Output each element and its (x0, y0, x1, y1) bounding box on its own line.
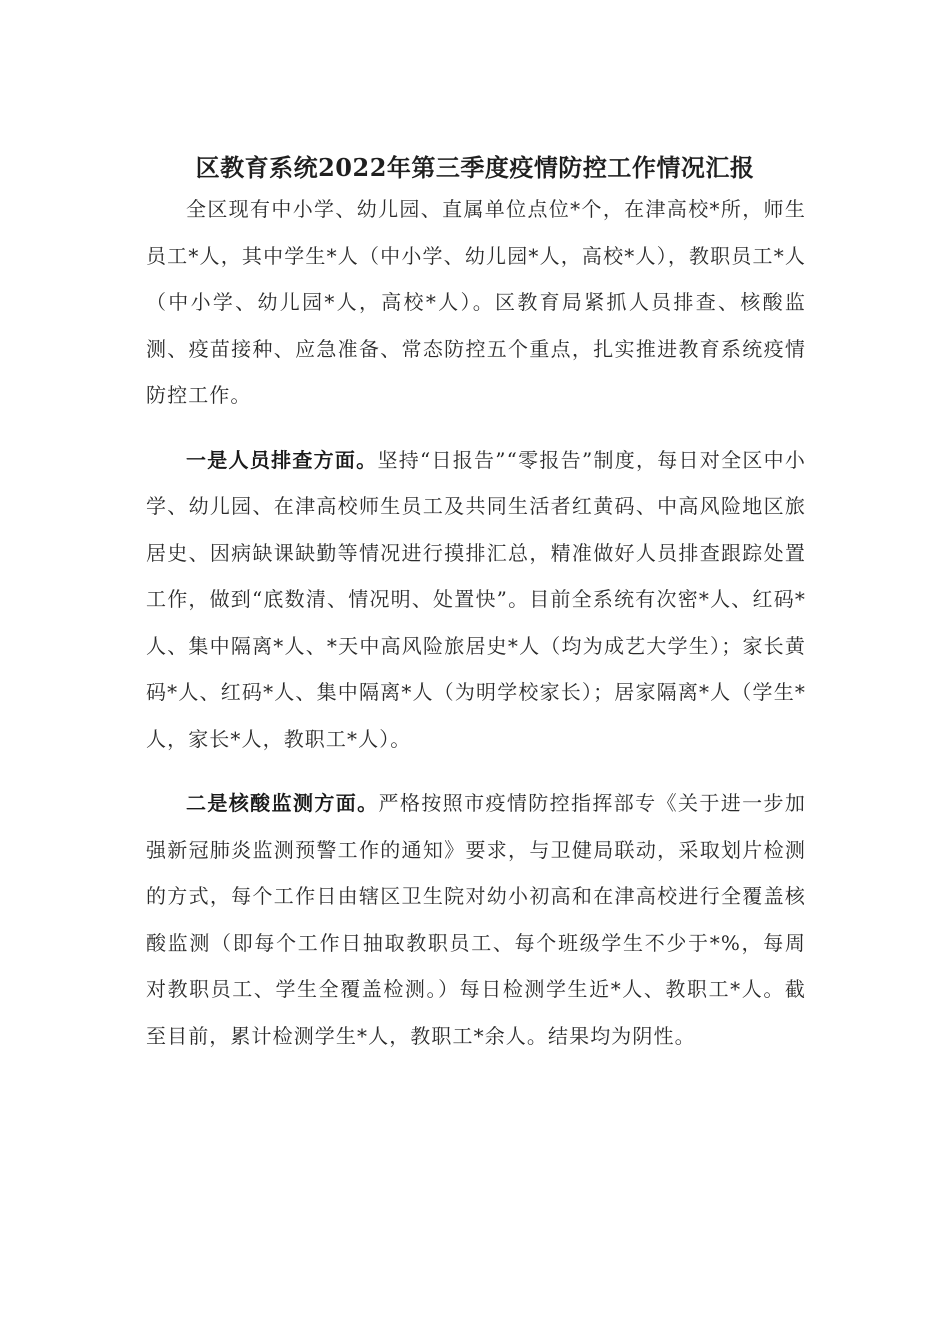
intro-paragraph: 全区现有中小学、幼儿园、直属单位点位*个，在津高校*所，师生员工*人，其中学生*人（中小学、幼儿园*人，高校*人），教职员工*人（中小学、幼儿园*人，高校*人）。区教育局紧抓人员排查、核酸监测、疫苗接种、应急准备、常态防控五个重点，扎实推进教育系统疫情防控工作。 (146, 197, 806, 407)
section-nucleic-acid-testing-heading: 二是核酸监测方面。 (186, 791, 379, 815)
section-personnel-screening (146, 437, 806, 763)
section-nucleic-acid-testing (146, 780, 806, 1059)
document-body (146, 186, 806, 1059)
section-personnel-screening-heading: 一是人员排查方面。 (186, 447, 378, 472)
document-title: 区教育系统2022年第三季度疫情防控工作情况汇报 (195, 153, 755, 183)
section-nucleic-acid-testing-text: 严格按照市疫情防控指挥部专《关于进一步加强新冠肺炎监测预警工作的通知》要求，与卫健局联动，采取划片检测的方式，每个工作日由辖区卫生院对幼小初高和在津高校进行全覆盖核酸监测（即每个工作日抽取教职员工、每个班级学生不少于*%，每周对教职员工、学生全覆盖检测。）每日检测学生近*人、教职工*人。截至目前，累计检测学生*人，教职工*余人。结果均为阴性。 (146, 791, 807, 1048)
section-personnel-screening-text: 坚持“日报告”“零报告”制度，每日对全区中小学、幼儿园、在津高校师生员工及共同生活者红黄码、中高风险地区旅居史、因病缺课缺勤等情况进行摸排汇总，精准做好人员排查跟踪处置工作，做到“底数清、情况明、处置快”。目前全系统有次密*人、红码*人、集中隔离*人、*天中高风险旅居史*人（均为成艺大学生）；家长黄码*人、红码*人、集中隔离*人（为明学校家长）；居家隔离*人（学生*人，家长*人，教职工*人）。 (146, 447, 806, 751)
